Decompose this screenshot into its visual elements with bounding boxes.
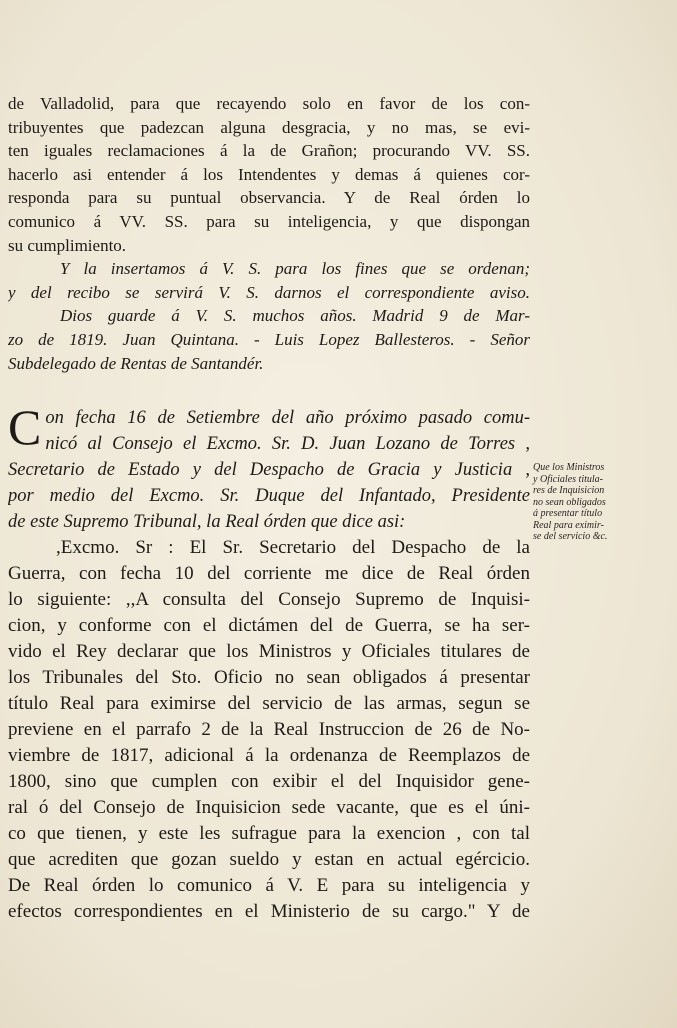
text-line: por medio del Excmo. Sr. Duque del Infantado, Presidente bbox=[8, 486, 530, 507]
margin-note-line: Que los Ministros bbox=[533, 462, 605, 473]
text-line: cion, y conforme con el dictámen del de Guerra, se ha ser- bbox=[8, 615, 530, 637]
paragraph-council-communication bbox=[8, 399, 530, 535]
margin-note-line: se del servicio &c. bbox=[533, 531, 608, 542]
text-line: de Valladolid, para que recayendo solo en favor de los con- bbox=[8, 94, 530, 113]
text-line: efectos correspondientes en el Ministerio de su cargo." Y de bbox=[8, 901, 530, 923]
text-line: hacerlo asi entender á los Intendentes y demas á quienes cor- bbox=[8, 164, 530, 184]
margin-note bbox=[533, 462, 673, 543]
text-line: Subdelegado de Rentas de Santandér. bbox=[8, 353, 264, 373]
text-line: Y la insertamos á V. S. para los fines que se ordenan; bbox=[60, 259, 530, 279]
paragraph-war-secretary-order bbox=[8, 535, 530, 925]
text-line: su cumplimiento. bbox=[8, 235, 127, 255]
margin-note-line: á presentar título bbox=[533, 508, 603, 519]
text-line: nicó al Consejo el Excmo. Sr. D. Juan Lozano de Torres , bbox=[45, 434, 530, 455]
text-line: zo de 1819. Juan Quintana. - Luis Lopez Ballesteros. - Señor bbox=[8, 329, 530, 349]
main-text-column bbox=[8, 92, 530, 925]
paragraph-insertion-notice bbox=[8, 257, 530, 375]
text-line: co que tienen, y este les sufrague para la exencion , con tal bbox=[8, 823, 530, 845]
text-line: on fecha 16 de Setiembre del año próximo pasado comu- bbox=[45, 408, 530, 429]
text-line: viembre de 1817, adicional á la ordenanza de Reemplazos de bbox=[8, 745, 530, 767]
text-line: comunico á VV. SS. para su inteligencia, y que dispongan bbox=[8, 211, 530, 231]
text-line: lo siguiente: ,,A consulta del Consejo Supremo de Inquisi- bbox=[8, 589, 530, 611]
text-line: responda para su puntual observancia. Y de Real órden lo bbox=[8, 188, 530, 208]
text-line: tribuyentes que padezcan alguna desgracia, y no mas, se evi- bbox=[8, 117, 530, 137]
drop-cap: C bbox=[8, 399, 42, 456]
text-line: que acrediten que gozan sueldo y estan en actual egércicio. bbox=[8, 849, 530, 871]
text-line: ral ó del Consejo de Inquisicion sede vacante, que es el úni- bbox=[8, 797, 530, 819]
text-line: 1800, sino que cumplen con exibir el del Inquisidor gene- bbox=[8, 771, 530, 793]
text-line: los Tribunales del Sto. Oficio no sean obligados á presentar bbox=[8, 667, 530, 689]
text-line: Guerra, con fecha 10 del corriente me dice de Real órden bbox=[8, 563, 530, 585]
margin-note-line: no sean obligados bbox=[533, 496, 606, 508]
text-line: título Real para eximirse del servicio de las armas, segun se bbox=[8, 693, 530, 715]
text-line: De Real órden lo comunico á V. E para su inteligencia y bbox=[8, 875, 530, 897]
text-line: de este Supremo Tribunal, la Real órden que dice asi: bbox=[8, 512, 406, 533]
text-line: Dios guarde á V. S. muchos años. Madrid 9 de Mar- bbox=[60, 306, 530, 326]
margin-note-line: y Oficiales titula- bbox=[533, 473, 603, 485]
margin-note-line: Real para eximir- bbox=[533, 519, 604, 531]
text-line: ten iguales reclamaciones á la de Grañon; procurando VV. SS. bbox=[8, 141, 530, 161]
text-line: Secretario de Estado y del Despacho de Gracia y Justicia , bbox=[8, 460, 530, 481]
text-line: vido el Rey declarar que los Ministros y Oficiales titulares de bbox=[8, 641, 530, 663]
paragraph-royal-order-end bbox=[8, 92, 530, 257]
text-line: y del recibo se servirá V. S. darnos el correspondiente aviso. bbox=[8, 282, 530, 302]
margin-note-line: res de Inquisicion bbox=[533, 485, 605, 496]
text-line: previene en el parrafo 2 de la Real Instruccion de 26 de No- bbox=[8, 719, 530, 741]
text-line: ,Excmo. Sr : El Sr. Secretario del Despacho de la bbox=[56, 537, 530, 559]
